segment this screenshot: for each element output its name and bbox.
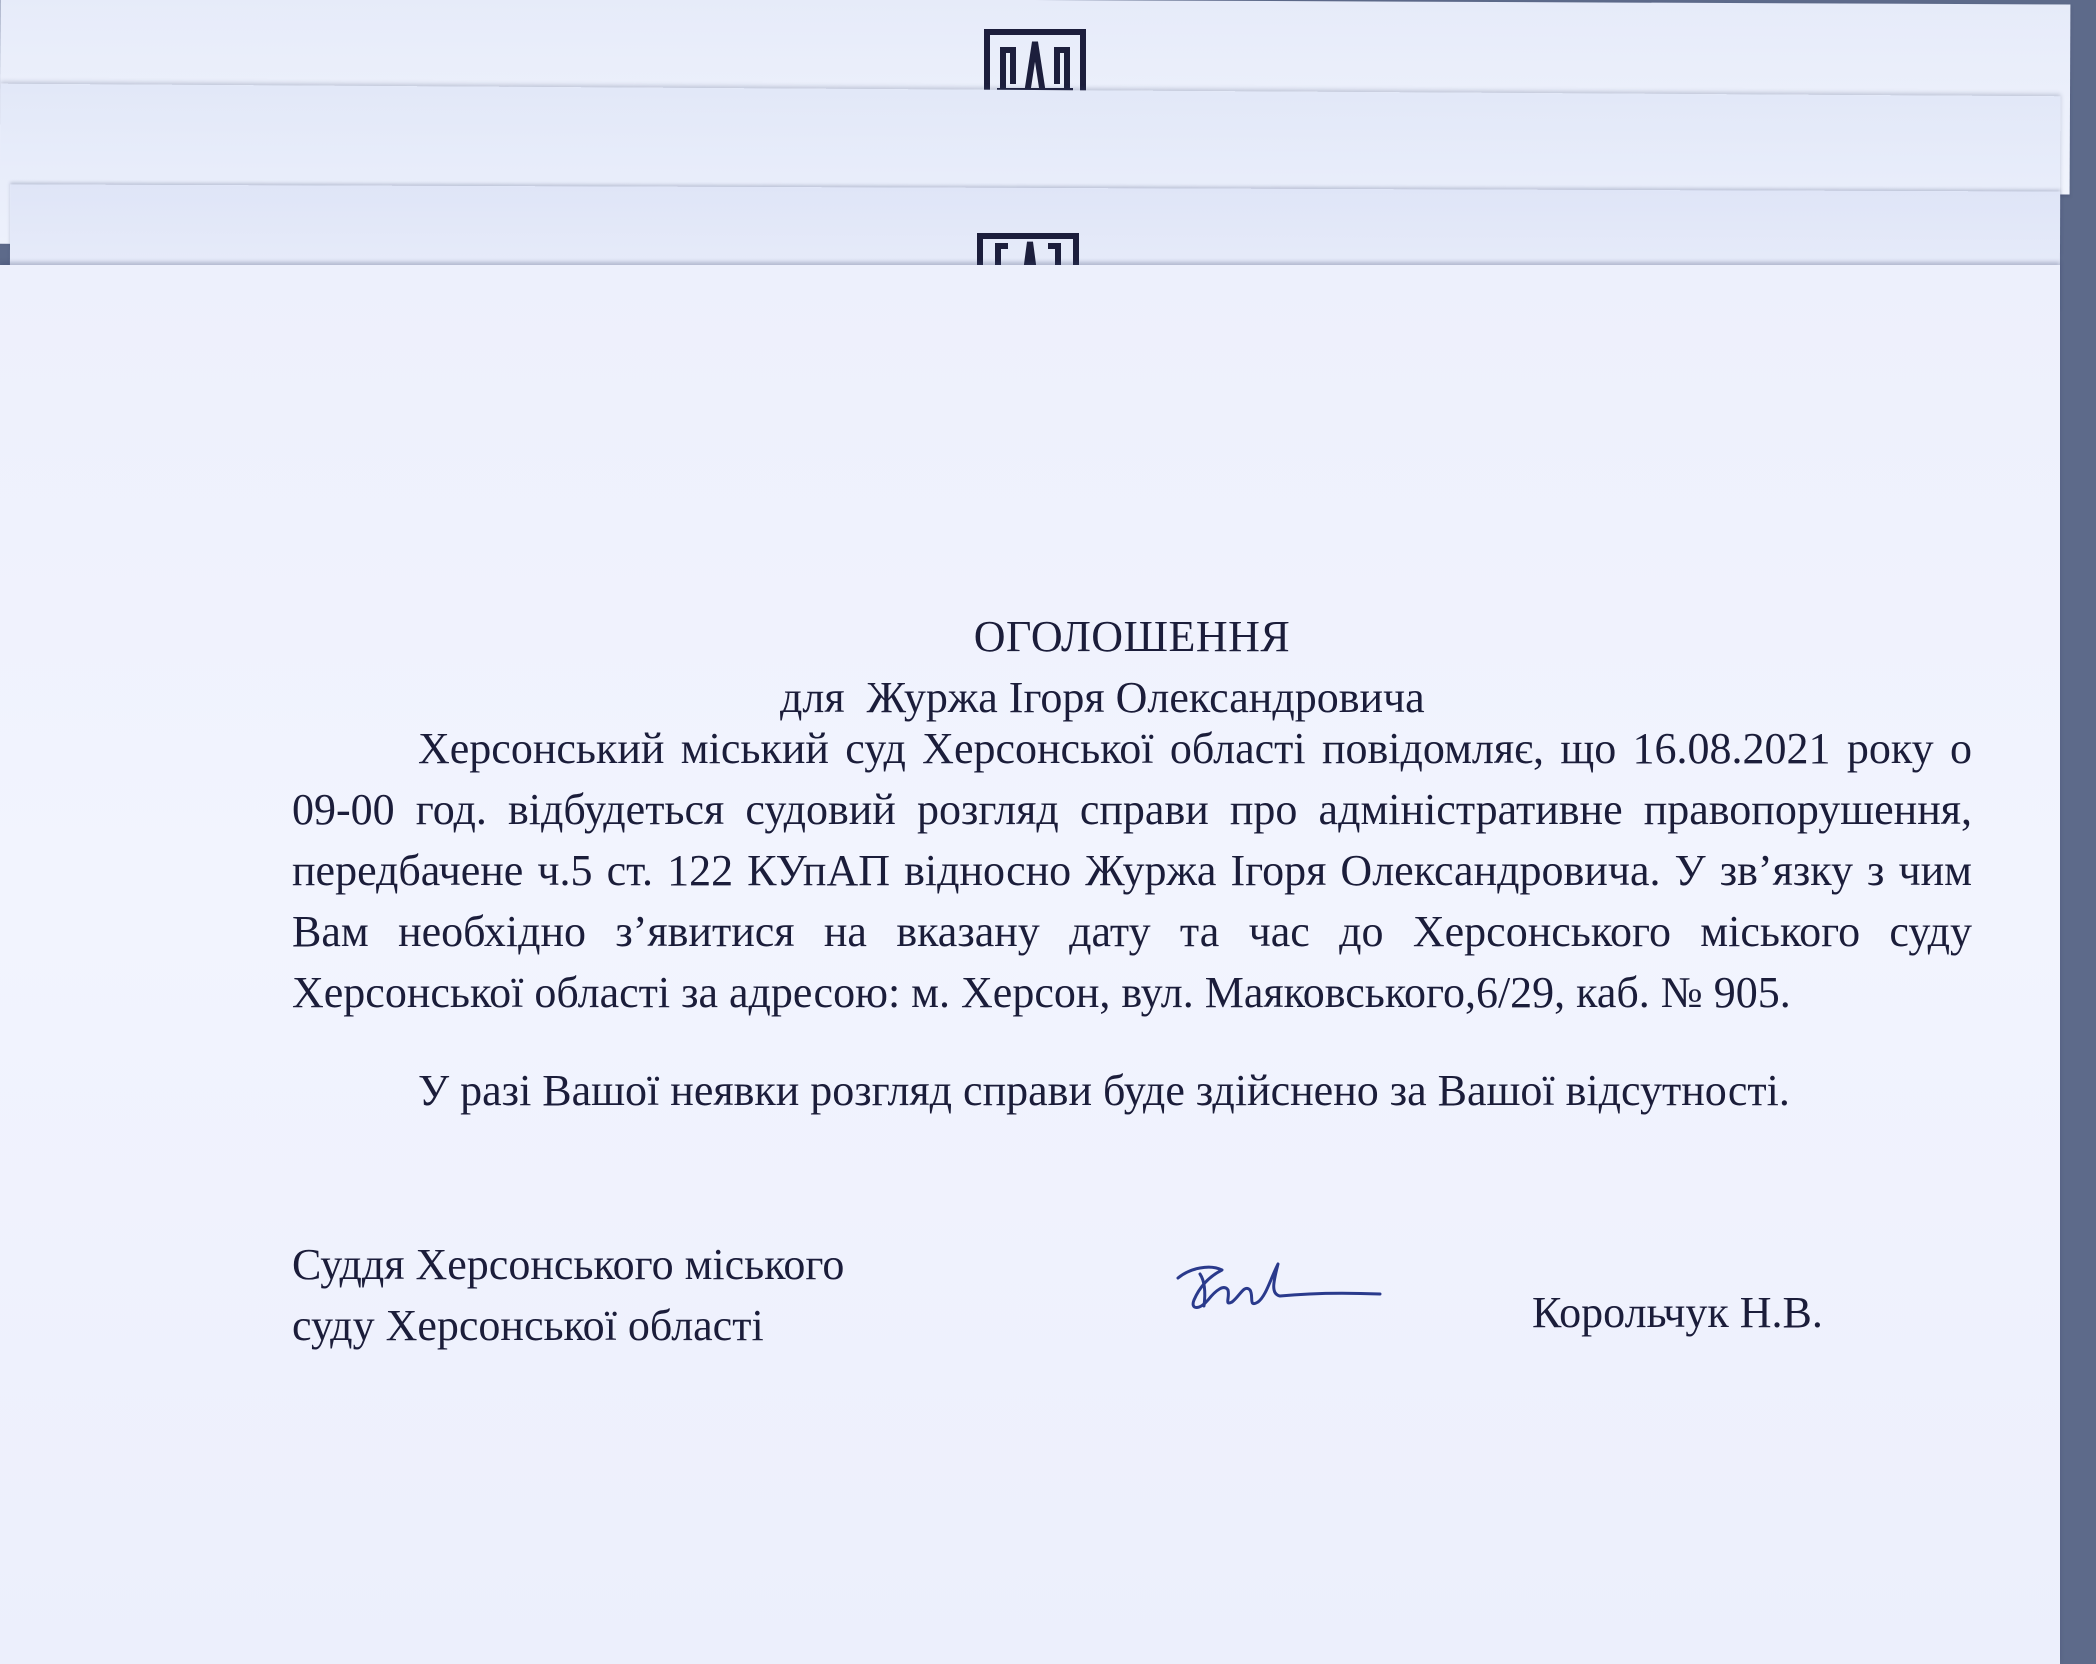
trident-emblem-icon xyxy=(976,232,1080,266)
notice-addressee: для Журжа Ігоря Олександровича xyxy=(780,673,1425,722)
judge-name: Корольчук Н.В. xyxy=(1532,1288,1823,1337)
judge-position xyxy=(292,1234,1092,1356)
notice-paragraph-2: У разі Вашої неявки розгляд справи буде здійснено за Вашої відсутності. xyxy=(418,1066,1790,1115)
judge-position-line-2: суду Херсонської області xyxy=(292,1301,764,1350)
handwritten-signature xyxy=(1170,1250,1390,1320)
judge-position-line-1: Суддя Херсонського міського xyxy=(292,1240,845,1289)
notice-title: ОГОЛОШЕННЯ xyxy=(973,612,1291,661)
notice-paragraph-1: Херсонський міський суд Херсонської області повідомляє, що 16.08.2021 року о 09-00 год. відбудеться судовий розгляд справи про адміністративне правопорушення, передбачене ч.5 ст. 122 КУпАП відносно Журжа Ігоря Олександровича. У зв’язку з чим Вам необхідно з’явитися на вказану дату та час до Херсонського міського суду Херсонської області за адресою: м. Херсон, вул. Маяковського,6/29, каб. № 905. xyxy=(292,724,1972,1017)
